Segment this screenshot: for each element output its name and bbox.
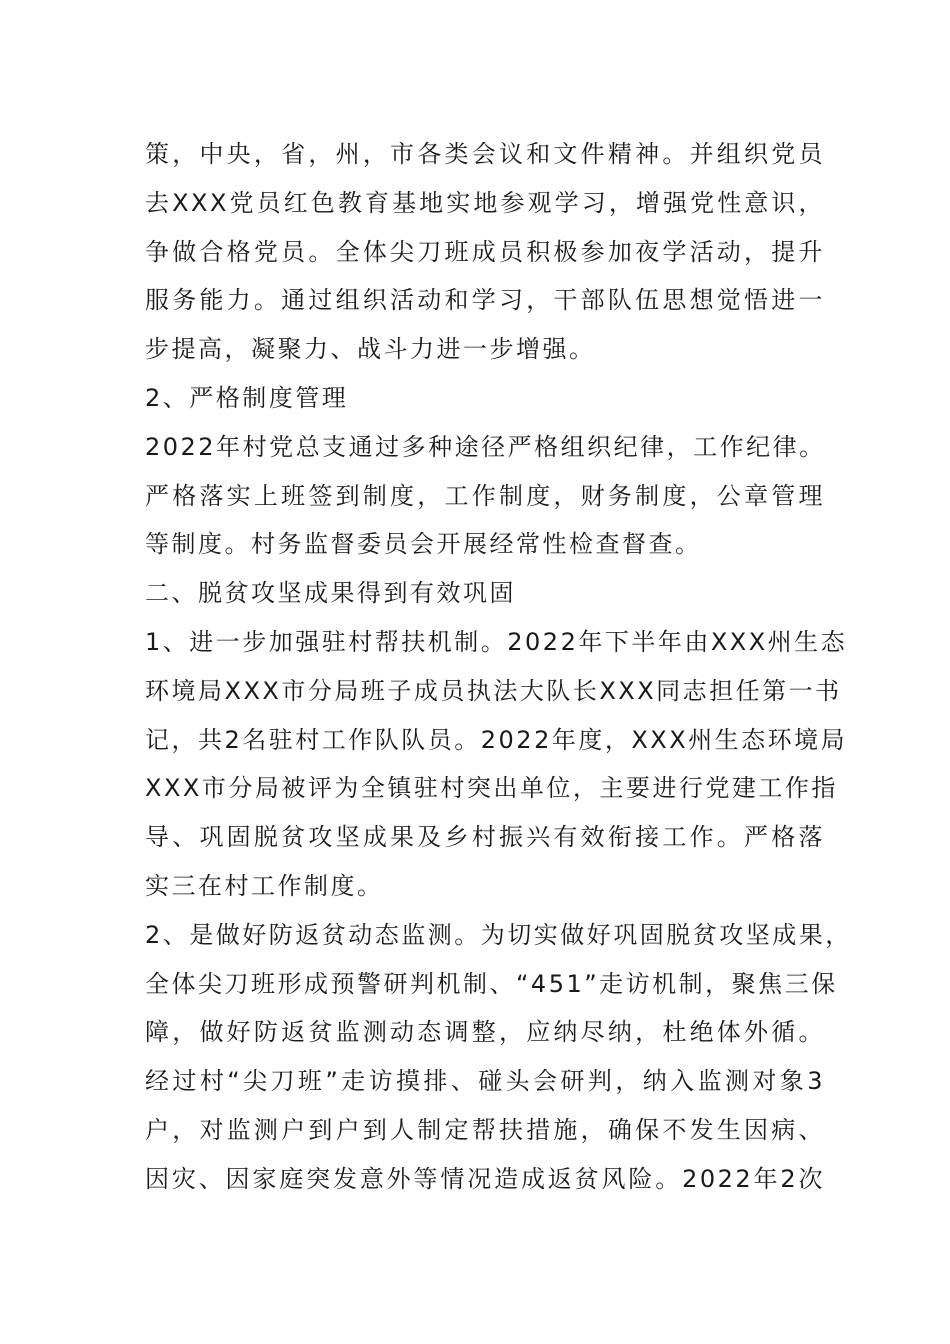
text-line: 策，中央，省，州，市各类会议和文件精神。并组织党员 [145,140,825,168]
text-line: 去XXX党员红色教育基地实地参观学习，增强党性意识， [145,188,825,217]
text-line: 障，做好防返贫监测动态调整，应纳尽纳，杜绝体外循。 [145,1018,825,1047]
text-line: 户，对监测户到户到人制定帮扶措施，确保不发生因病、 [145,1115,825,1144]
text-line: 记，共2名驻村工作队队员。2022年度，XXX州生态环境局 [145,725,848,754]
section-heading: 二、脱贫攻坚成果得到有效巩固 [145,579,516,608]
document-body [145,130,852,1204]
text-line: 环境局XXX市分局班子成员执法大队长XXX同志担任第一书 [145,676,842,705]
text-line: 2022年村党总支通过多种途径严格组织纪律，工作纪律。 [145,432,826,461]
text-line: 争做合格党员。全体尖刀班成员积极参加夜学活动，提升 [145,237,825,266]
text-line: 1、进一步加强驻村帮扶机制。2022年下半年由XXX州生态 [145,627,848,656]
text-line: 因灾、因家庭突发意外等情况造成返贫风险。2022年2次 [145,1164,825,1193]
text-line: 严格落实上班签到制度，工作制度，财务制度，公章管理 [145,481,825,510]
text-line: 步提高，凝聚力、战斗力进一步增强。 [145,335,596,364]
text-line: 服务能力。通过组织活动和学习，干部队伍思想觉悟进一 [145,286,825,315]
text-line: 等制度。村务监督委员会开展经常性检查督查。 [145,530,702,559]
section-heading: 2、严格制度管理 [145,383,349,412]
text-line: 全体尖刀班形成预警研判机制、“451”走访机制，聚焦三保 [145,969,838,998]
text-line: 经过村“尖刀班”走访摸排、碰头会研判，纳入监测对象3 [145,1067,825,1096]
text-line: XXX市分局被评为全镇驻村突出单位，主要进行党建工作指 [145,774,838,803]
text-line: 2、是做好防返贫动态监测。为切实做好巩固脱贫攻坚成果， [145,920,852,949]
text-line: 实三在村工作制度。 [145,871,384,900]
text-line: 导、巩固脱贫攻坚成果及乡村振兴有效衔接工作。严格落 [145,823,825,852]
